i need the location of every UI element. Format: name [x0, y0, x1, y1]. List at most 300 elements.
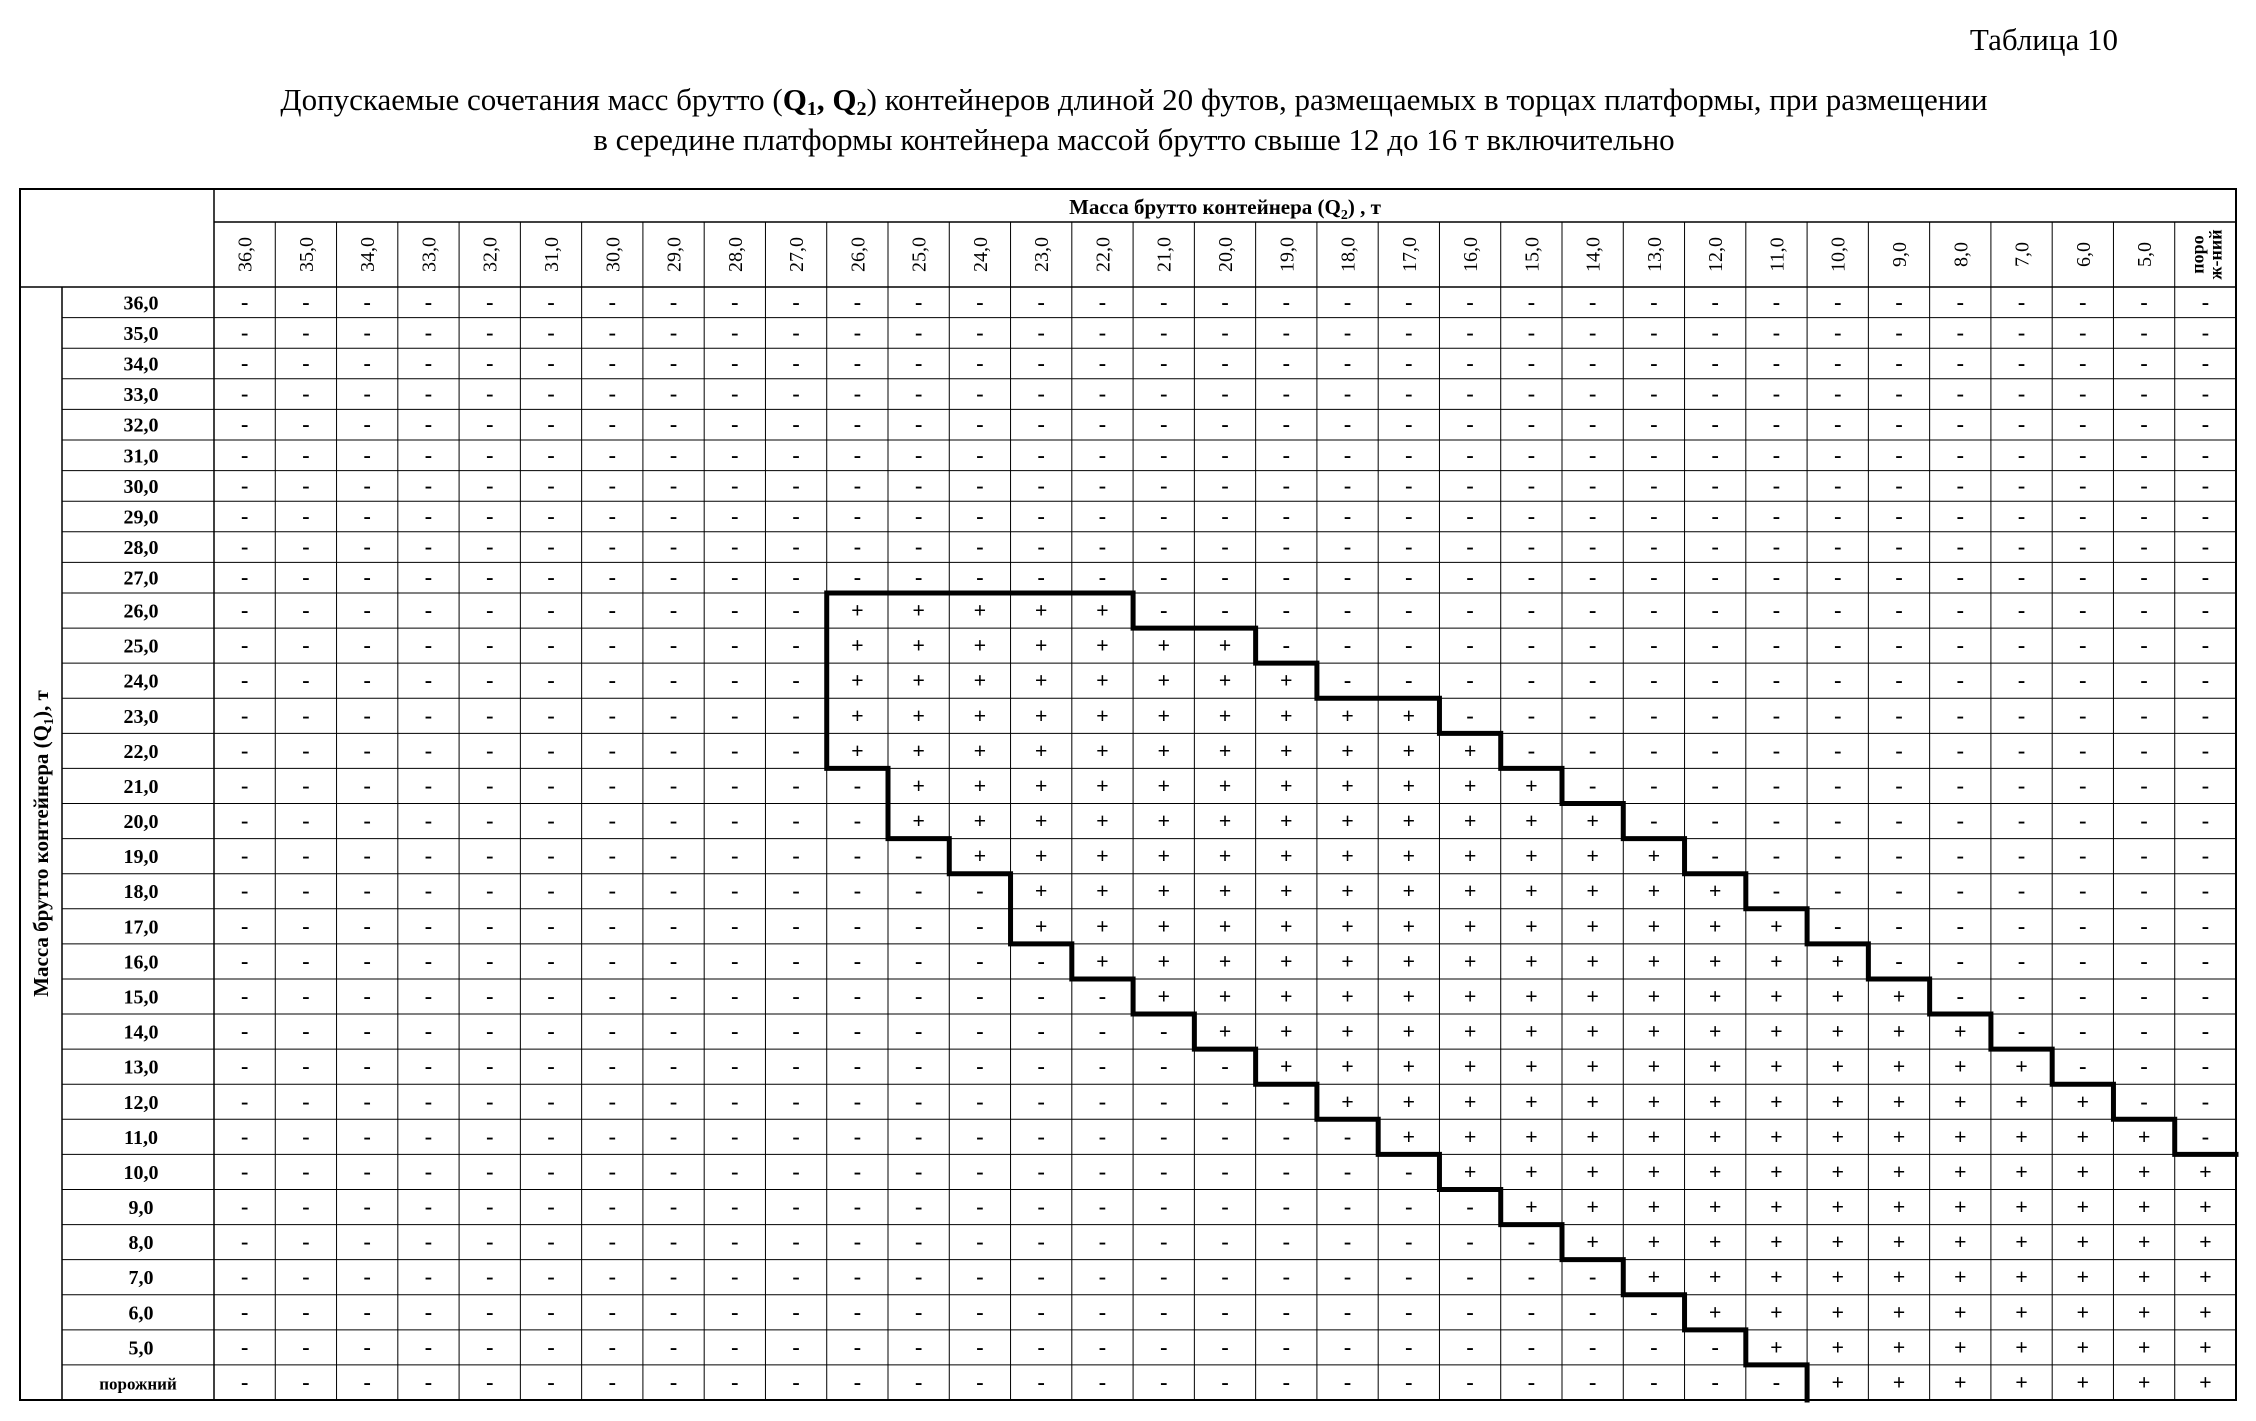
cell-not-allowed: -	[792, 442, 800, 468]
cell-allowed: +	[1770, 1299, 1783, 1325]
cell-not-allowed: -	[1343, 632, 1352, 658]
cell-allowed: +	[1647, 983, 1661, 1009]
cell-allowed: +	[1218, 948, 1232, 974]
cell-not-allowed: -	[1834, 667, 1842, 693]
column-header-label: 16,0	[1460, 237, 1483, 272]
cell-not-allowed: -	[2140, 878, 2148, 904]
column-header-label: 6,0	[2072, 242, 2095, 267]
cell-allowed: +	[1157, 913, 1171, 939]
cell-not-allowed: -	[240, 843, 249, 869]
cell-not-allowed: -	[363, 503, 371, 529]
cell-not-allowed: -	[1037, 1053, 1045, 1079]
cell-not-allowed: -	[424, 534, 433, 560]
cell-not-allowed: -	[976, 289, 984, 315]
cell-not-allowed: -	[853, 1264, 862, 1290]
cell-not-allowed: -	[853, 1334, 862, 1360]
cell-not-allowed: -	[853, 1088, 862, 1114]
cell-not-allowed: -	[1405, 1334, 1413, 1360]
cell-not-allowed: -	[547, 1158, 555, 1184]
cell-not-allowed: -	[2140, 948, 2148, 974]
row-header: 15,0	[123, 986, 159, 1009]
cell-not-allowed: -	[1588, 667, 1597, 693]
cell-allowed: +	[973, 632, 987, 658]
cell-not-allowed: -	[1650, 534, 1658, 560]
cell-not-allowed: -	[2201, 808, 2210, 834]
cell-not-allowed: -	[2017, 503, 2026, 529]
cell-not-allowed: -	[547, 632, 555, 658]
cell-not-allowed: -	[547, 1299, 555, 1325]
cell-not-allowed: -	[486, 772, 494, 798]
cell-not-allowed: -	[731, 913, 739, 939]
cell-not-allowed: -	[1895, 702, 1903, 728]
cell-not-allowed: -	[731, 983, 739, 1009]
cell-not-allowed: -	[1588, 381, 1597, 407]
cell-not-allowed: -	[1650, 1299, 1658, 1325]
cell-not-allowed: -	[302, 411, 310, 437]
cell-allowed: +	[2015, 1158, 2028, 1184]
cell-allowed: +	[1586, 983, 1599, 1009]
cell-not-allowed: -	[1772, 442, 1781, 468]
column-header	[541, 237, 563, 272]
cell-allowed: +	[1647, 1053, 1661, 1079]
cell-allowed: +	[1708, 1123, 1722, 1149]
cell-not-allowed: -	[731, 503, 739, 529]
cell-not-allowed: -	[608, 411, 616, 437]
row-header: 35,0	[123, 322, 159, 345]
column-group-header-subscript: 2	[1340, 208, 1348, 223]
cell-not-allowed: -	[2017, 843, 2026, 869]
cell-not-allowed: -	[424, 1158, 433, 1184]
cell-not-allowed: -	[1405, 350, 1413, 376]
cell-not-allowed: -	[608, 1194, 616, 1220]
cell-allowed: +	[2076, 1334, 2090, 1360]
row-group-header	[29, 690, 57, 997]
cell-allowed: +	[1279, 1053, 1293, 1079]
cell-not-allowed: -	[1772, 702, 1781, 728]
cell-not-allowed: -	[1098, 1299, 1107, 1325]
cell-not-allowed: -	[1405, 1369, 1413, 1395]
cell-allowed: +	[1953, 1299, 1967, 1325]
cell-not-allowed: -	[2140, 1088, 2148, 1114]
cell-not-allowed: -	[424, 564, 433, 590]
cell-not-allowed: -	[1160, 319, 1168, 345]
cell-allowed: +	[1892, 1088, 1906, 1114]
cell-allowed: +	[1770, 1334, 1783, 1360]
row-header: 34,0	[123, 353, 159, 376]
cell-not-allowed: -	[1282, 1369, 1290, 1395]
cell-not-allowed: -	[1037, 1123, 1045, 1149]
cell-not-allowed: -	[669, 878, 678, 904]
cell-not-allowed: -	[240, 808, 249, 834]
cell-allowed: +	[1831, 1299, 1845, 1325]
cell-allowed: +	[1402, 737, 1416, 763]
row-group-header-text-end: ), т	[29, 690, 53, 718]
column-header	[1215, 237, 1237, 272]
cell-not-allowed: -	[1956, 808, 1964, 834]
cell-not-allowed: -	[1282, 411, 1290, 437]
cell-not-allowed: -	[1527, 289, 1536, 315]
cell-not-allowed: -	[1834, 843, 1842, 869]
cell-allowed: +	[1279, 843, 1293, 869]
cell-not-allowed: -	[792, 1264, 800, 1290]
cell-not-allowed: -	[792, 1158, 800, 1184]
cell-not-allowed: -	[914, 1229, 923, 1255]
cell-not-allowed: -	[1650, 1334, 1658, 1360]
cell-not-allowed: -	[363, 1299, 371, 1325]
cell-allowed: +	[2137, 1369, 2151, 1395]
cell-not-allowed: -	[1466, 381, 1474, 407]
cell-not-allowed: -	[853, 1194, 862, 1220]
cell-not-allowed: -	[792, 1369, 800, 1395]
cell-not-allowed: -	[2201, 667, 2210, 693]
cell-not-allowed: -	[486, 597, 494, 623]
cell-allowed: +	[1463, 983, 1477, 1009]
cell-not-allowed: -	[1895, 843, 1903, 869]
cell-not-allowed: -	[240, 878, 249, 904]
cell-not-allowed: -	[1037, 442, 1045, 468]
cell-not-allowed: -	[424, 1194, 433, 1220]
cell-not-allowed: -	[731, 1194, 739, 1220]
cell-not-allowed: -	[363, 1334, 371, 1360]
cell-not-allowed: -	[2140, 503, 2148, 529]
column-header	[970, 237, 992, 272]
cell-allowed: +	[1892, 1194, 1906, 1220]
cell-not-allowed: -	[1221, 1229, 1229, 1255]
column-header-label: 31,0	[541, 237, 563, 272]
cell-not-allowed: -	[424, 1264, 433, 1290]
row-header: 7,0	[128, 1267, 154, 1290]
column-header-label: 22,0	[1092, 237, 1115, 272]
cell-not-allowed: -	[2079, 472, 2087, 498]
cell-not-allowed: -	[240, 350, 249, 376]
column-header	[1705, 237, 1727, 272]
cell-not-allowed: -	[486, 983, 494, 1009]
cell-not-allowed: -	[976, 1299, 984, 1325]
cell-not-allowed: -	[792, 381, 800, 407]
column-header-label: 18,0	[1337, 237, 1360, 272]
cell-not-allowed: -	[1895, 442, 1903, 468]
cell-not-allowed: -	[2140, 702, 2148, 728]
cell-not-allowed: -	[1160, 350, 1168, 376]
column-header	[2012, 242, 2034, 267]
cell-not-allowed: -	[1343, 442, 1352, 468]
cell-allowed: +	[1096, 667, 1109, 693]
cell-allowed: +	[1034, 737, 1048, 763]
cell-not-allowed: -	[1834, 442, 1842, 468]
cell-allowed: +	[1096, 948, 1109, 974]
cell-not-allowed: -	[1282, 1088, 1290, 1114]
cell-not-allowed: -	[1588, 1299, 1597, 1325]
cell-not-allowed: -	[2201, 702, 2210, 728]
cell-not-allowed: -	[486, 1018, 494, 1044]
cell-not-allowed: -	[2201, 381, 2210, 407]
cell-not-allowed: -	[240, 1088, 249, 1114]
cell-allowed: +	[1770, 1123, 1783, 1149]
row-header: 33,0	[123, 384, 159, 407]
cell-not-allowed: -	[1588, 737, 1597, 763]
column-header-label: 24,0	[969, 237, 992, 272]
cell-allowed: +	[973, 808, 987, 834]
cell-not-allowed: -	[792, 632, 800, 658]
cell-not-allowed: -	[302, 632, 310, 658]
cell-not-allowed: -	[240, 702, 249, 728]
caption-q2-letter: Q	[832, 82, 857, 117]
cell-not-allowed: -	[547, 913, 555, 939]
cell-not-allowed: -	[669, 1264, 678, 1290]
cell-allowed: +	[1586, 1123, 1599, 1149]
cell-not-allowed: -	[486, 1088, 494, 1114]
cell-not-allowed: -	[1098, 381, 1107, 407]
cell-not-allowed: -	[424, 1018, 433, 1044]
cell-allowed: +	[1647, 948, 1661, 974]
cell-not-allowed: -	[424, 442, 433, 468]
column-header	[602, 237, 624, 272]
cell-not-allowed: -	[2079, 503, 2087, 529]
cell-not-allowed: -	[1466, 350, 1474, 376]
column-header-label: 14,0	[1582, 237, 1605, 272]
cell-not-allowed: -	[976, 381, 984, 407]
cell-not-allowed: -	[1527, 1334, 1536, 1360]
column-header	[664, 237, 686, 272]
cell-not-allowed: -	[608, 1229, 616, 1255]
cell-not-allowed: -	[731, 632, 739, 658]
cell-not-allowed: -	[1466, 472, 1474, 498]
cell-not-allowed: -	[1711, 632, 1719, 658]
cell-allowed: +	[1586, 1194, 1599, 1220]
cell-not-allowed: -	[976, 1194, 984, 1220]
cell-not-allowed: -	[240, 319, 249, 345]
cell-not-allowed: -	[1343, 289, 1352, 315]
cell-not-allowed: -	[1956, 913, 1964, 939]
cell-allowed: +	[1770, 1053, 1783, 1079]
cell-not-allowed: -	[2140, 1018, 2148, 1044]
cell-not-allowed: -	[363, 737, 371, 763]
cell-not-allowed: -	[2140, 843, 2148, 869]
row-header: 12,0	[123, 1091, 159, 1114]
cell-not-allowed: -	[1527, 702, 1536, 728]
cell-allowed: +	[1402, 772, 1416, 798]
cell-not-allowed: -	[1221, 1088, 1229, 1114]
cell-not-allowed: -	[363, 983, 371, 1009]
cell-not-allowed: -	[608, 632, 616, 658]
cell-not-allowed: -	[547, 983, 555, 1009]
cell-not-allowed: -	[976, 1369, 984, 1395]
cell-not-allowed: -	[1895, 564, 1903, 590]
cell-not-allowed: -	[302, 503, 310, 529]
cell-allowed: +	[912, 737, 925, 763]
cell-not-allowed: -	[1098, 1018, 1107, 1044]
cell-allowed: +	[1831, 1334, 1845, 1360]
cell-allowed: +	[2199, 1299, 2212, 1325]
cell-not-allowed: -	[1466, 667, 1474, 693]
cell-allowed: +	[1892, 983, 1906, 1009]
cell-not-allowed: -	[669, 381, 678, 407]
cell-not-allowed: -	[302, 843, 310, 869]
cell-not-allowed: -	[1037, 289, 1045, 315]
cell-allowed: +	[1096, 843, 1109, 869]
cell-not-allowed: -	[1160, 1088, 1168, 1114]
cell-not-allowed: -	[486, 289, 494, 315]
cell-not-allowed: -	[669, 667, 678, 693]
cell-allowed: +	[2137, 1194, 2151, 1220]
cell-allowed: +	[1525, 1158, 1538, 1184]
cell-allowed: +	[1647, 1194, 1661, 1220]
cell-allowed: +	[2076, 1194, 2090, 1220]
cell-not-allowed: -	[363, 381, 371, 407]
cell-not-allowed: -	[363, 319, 371, 345]
cell-not-allowed: -	[792, 983, 800, 1009]
cell-not-allowed: -	[2201, 319, 2210, 345]
cell-allowed: +	[1218, 702, 1232, 728]
cell-not-allowed: -	[486, 442, 494, 468]
cell-not-allowed: -	[2140, 564, 2148, 590]
cell-not-allowed: -	[1588, 1334, 1597, 1360]
cell-not-allowed: -	[1650, 472, 1658, 498]
cell-allowed: +	[851, 702, 864, 728]
cell-not-allowed: -	[608, 1299, 616, 1325]
cell-not-allowed: -	[547, 1334, 555, 1360]
cell-not-allowed: -	[669, 1299, 678, 1325]
cell-not-allowed: -	[669, 442, 678, 468]
cell-not-allowed: -	[1343, 1123, 1352, 1149]
cell-allowed: +	[1157, 878, 1171, 904]
row-header: 8,0	[128, 1232, 154, 1255]
cell-not-allowed: -	[731, 843, 739, 869]
cell-not-allowed: -	[853, 843, 862, 869]
cell-not-allowed: -	[363, 1264, 371, 1290]
cell-not-allowed: -	[2201, 1018, 2210, 1044]
cell-not-allowed: -	[424, 411, 433, 437]
cell-not-allowed: -	[731, 289, 739, 315]
cell-not-allowed: -	[302, 1158, 310, 1184]
cell-not-allowed: -	[1160, 289, 1168, 315]
cell-not-allowed: -	[1221, 289, 1229, 315]
cell-not-allowed: -	[1772, 808, 1781, 834]
cell-not-allowed: -	[2140, 350, 2148, 376]
cell-allowed: +	[1463, 948, 1477, 974]
row-header: 19,0	[123, 846, 159, 869]
cell-allowed: +	[1157, 702, 1171, 728]
cell-not-allowed: -	[608, 597, 616, 623]
cell-not-allowed: -	[1466, 1334, 1474, 1360]
cell-not-allowed: -	[240, 503, 249, 529]
cell-not-allowed: -	[1466, 564, 1474, 590]
cell-not-allowed: -	[363, 472, 371, 498]
cell-not-allowed: -	[302, 1229, 310, 1255]
cell-not-allowed: -	[1834, 289, 1842, 315]
cell-not-allowed: -	[486, 472, 494, 498]
cell-not-allowed: -	[1343, 472, 1352, 498]
cell-allowed: +	[912, 702, 925, 728]
cell-not-allowed: -	[1282, 1334, 1290, 1360]
cell-not-allowed: -	[424, 319, 433, 345]
cell-allowed: +	[1892, 1229, 1906, 1255]
cell-not-allowed: -	[1221, 1053, 1229, 1079]
cell-allowed: +	[2199, 1334, 2212, 1360]
cell-allowed: +	[1096, 772, 1109, 798]
cell-not-allowed: -	[1098, 289, 1107, 315]
column-header	[1889, 242, 1911, 267]
column-header	[1399, 237, 1421, 272]
cell-allowed: +	[1525, 1194, 1538, 1220]
cell-not-allowed: -	[669, 772, 678, 798]
cell-allowed: +	[1034, 632, 1048, 658]
cell-not-allowed: -	[2079, 319, 2087, 345]
row-header: 24,0	[123, 670, 159, 693]
cell-allowed: +	[1892, 1264, 1906, 1290]
cell-not-allowed: -	[608, 808, 616, 834]
cell-not-allowed: -	[1527, 381, 1536, 407]
cell-allowed: +	[1279, 702, 1293, 728]
cell-not-allowed: -	[240, 983, 249, 1009]
cell-not-allowed: -	[424, 503, 433, 529]
cell-not-allowed: -	[1527, 564, 1536, 590]
cell-allowed: +	[1096, 808, 1109, 834]
cell-not-allowed: -	[240, 667, 249, 693]
cell-not-allowed: -	[1098, 534, 1107, 560]
cell-not-allowed: -	[302, 737, 310, 763]
cell-not-allowed: -	[1037, 948, 1045, 974]
cell-not-allowed: -	[669, 350, 678, 376]
column-header-label: 29,0	[663, 237, 686, 272]
cell-not-allowed: -	[669, 948, 678, 974]
cell-not-allowed: -	[1405, 289, 1413, 315]
cell-allowed: +	[1770, 1088, 1783, 1114]
cell-not-allowed: -	[1160, 381, 1168, 407]
cell-allowed: +	[1770, 1158, 1783, 1184]
cell-not-allowed: -	[1895, 597, 1903, 623]
cell-not-allowed: -	[792, 503, 800, 529]
cell-not-allowed: -	[486, 1229, 494, 1255]
column-header-label: 12,0	[1705, 237, 1728, 272]
cell-allowed: +	[1279, 948, 1293, 974]
cell-not-allowed: -	[363, 702, 371, 728]
cell-not-allowed: -	[1956, 737, 1964, 763]
cell-not-allowed: -	[1405, 411, 1413, 437]
cell-allowed: +	[1402, 1123, 1416, 1149]
cell-not-allowed: -	[2140, 772, 2148, 798]
table-number: Таблица 10	[1969, 22, 2118, 57]
cell-not-allowed: -	[2201, 597, 2210, 623]
cell-not-allowed: -	[608, 843, 616, 869]
cell-not-allowed: -	[2017, 737, 2026, 763]
cell-not-allowed: -	[1343, 1158, 1352, 1184]
row-header: 11,0	[124, 1126, 158, 1149]
cell-not-allowed: -	[731, 667, 739, 693]
cell-not-allowed: -	[363, 442, 371, 468]
cell-not-allowed: -	[1772, 772, 1781, 798]
cell-not-allowed: -	[240, 289, 249, 315]
cell-not-allowed: -	[302, 472, 310, 498]
cell-allowed: +	[1586, 948, 1599, 974]
cell-not-allowed: -	[1711, 564, 1719, 590]
column-header-label: 28,0	[724, 237, 747, 272]
cell-not-allowed: -	[1650, 319, 1658, 345]
cell-not-allowed: -	[302, 878, 310, 904]
column-header-label: 10,0	[1827, 237, 1850, 272]
row-header: 18,0	[123, 881, 159, 904]
cell-not-allowed: -	[1650, 350, 1658, 376]
cell-not-allowed: -	[914, 411, 923, 437]
cell-allowed: +	[1034, 667, 1048, 693]
cell-allowed: +	[1402, 702, 1416, 728]
cell-allowed: +	[973, 772, 987, 798]
cell-allowed: +	[1770, 1194, 1783, 1220]
cell-not-allowed: -	[1588, 597, 1597, 623]
cell-not-allowed: -	[1160, 1194, 1168, 1220]
cell-not-allowed: -	[914, 983, 923, 1009]
cell-not-allowed: -	[2201, 1053, 2210, 1079]
